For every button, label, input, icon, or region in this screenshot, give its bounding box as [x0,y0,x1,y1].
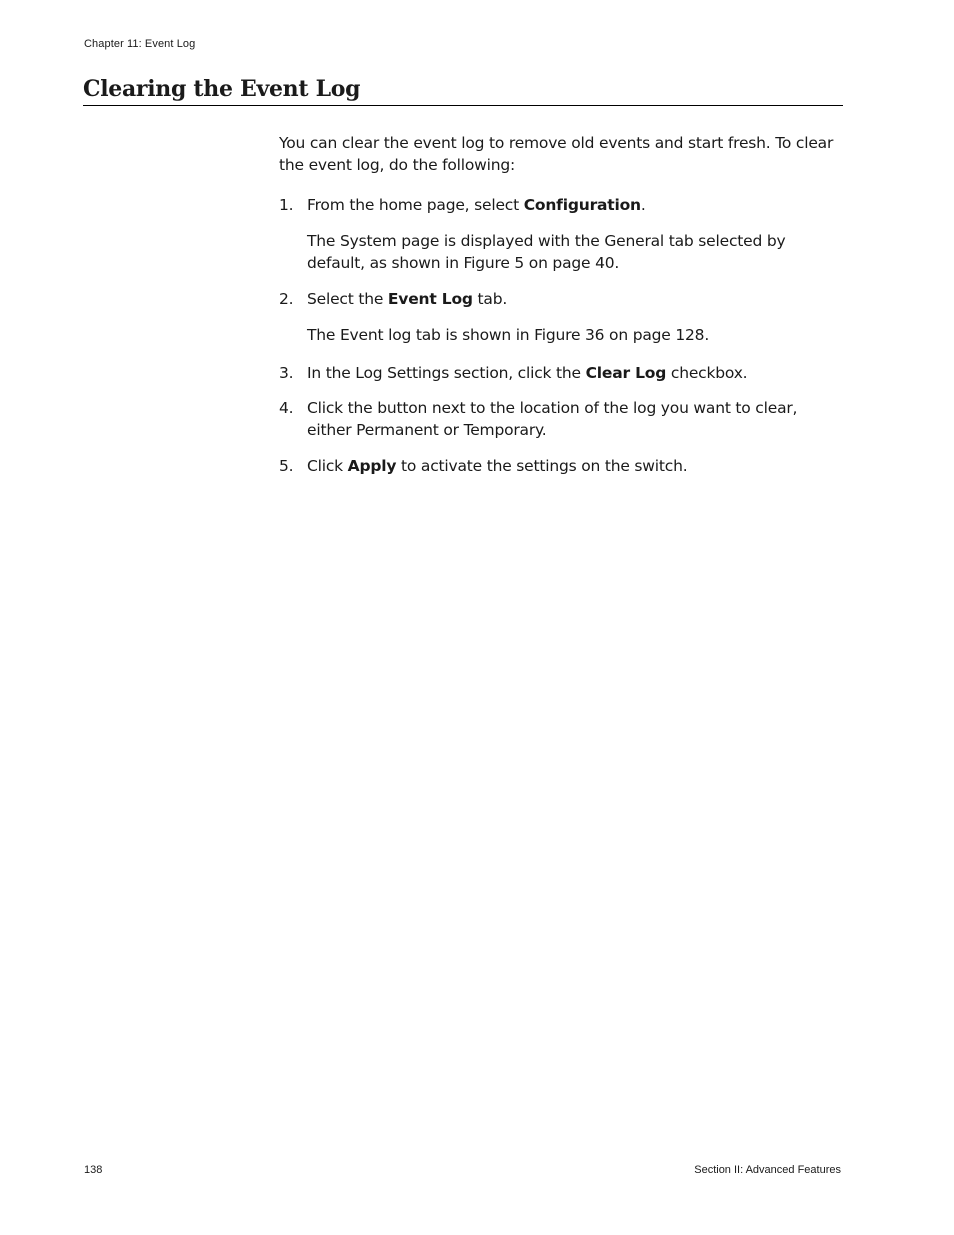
list-item-step-3 [279,362,844,384]
step-text: Select the Event Log tab. [307,290,508,308]
ui-term-configuration: Configuration [523,196,641,214]
list-item-step-1 [279,194,844,274]
step-number: 5. [279,457,294,475]
ui-term-event-log: Event Log [387,290,473,308]
running-footer-section: Section II: Advanced Features [694,1164,841,1176]
step-text: From the home page, select Configuration. [307,196,646,214]
intro-paragraph: You can clear the event log to remove old events and start fresh. To clear the event log, do the following: [279,134,834,174]
step-text: Click the button next to the location of the log you want to clear, either Permanent or Temporary. [307,399,798,439]
steps-list [279,194,844,477]
ui-term-clear-log: Clear Log [585,364,667,382]
body-content [279,132,844,477]
list-item-step-5 [279,455,844,477]
step-note: The Event log tab is shown in Figure 36 on page 128. [307,326,710,344]
step-text: In the Log Settings section, click the Clear Log checkbox. [307,364,748,382]
page-number: 138 [84,1164,103,1176]
running-header: Chapter 11: Event Log [84,38,196,50]
page-title: Clearing the Event Log [83,76,843,106]
step-number: 2. [279,290,294,308]
step-note: The System page is displayed with the General tab selected by default, as shown in Figure 5 on page 40. [307,232,786,272]
step-number: 4. [279,399,294,417]
list-item-step-4 [279,397,844,441]
ui-term-apply: Apply [347,457,397,475]
step-number: 3. [279,364,294,382]
list-item-step-2 [279,288,844,346]
step-number: 1. [279,196,294,214]
step-text: Click Apply to activate the settings on the switch. [307,457,688,475]
